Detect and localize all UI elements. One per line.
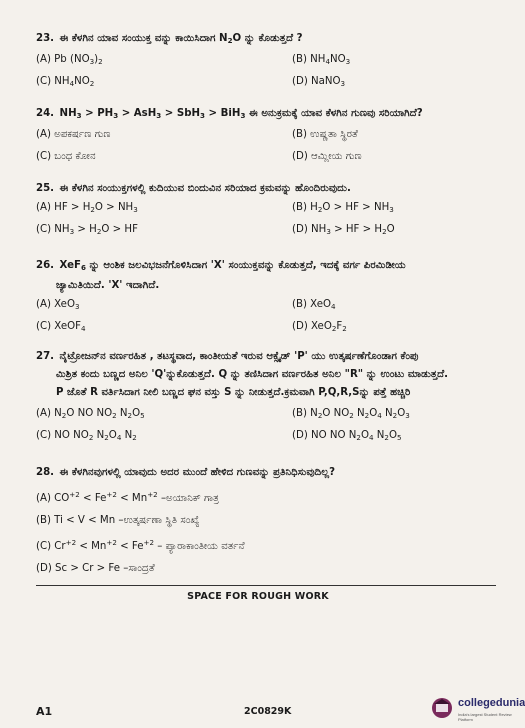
question-23: 23. ಈ ಕೆಳಗಿನ ಯಾವ ಸಂಯುಕ್ತ ವನ್ನು ಕಾಯಿಸಿದಾಗ $N_2O$ ನ್ನು ಕೊಡುತ್ತದೆ ? (A) Pb $(NO_3)_2$ (B) $NH_4NO_3$ (C) $NH_4NO_2$ (D) NaNO$_3$: [36, 33, 351, 88]
option-b[interactable]: (B) ಉಷ್ಣತಾ ಸ್ಥಿರತೆ: [292, 129, 358, 140]
question-number: 24.: [36, 108, 55, 119]
page-label: A1: [36, 705, 53, 718]
option-d[interactable]: (D) ಆಮ್ಲೀಯ ಗುಣ: [292, 151, 362, 162]
question-27: 27. ನೈಟ್ರೋಜನ್‌ನ ವರ್ಣರಹಿತ , ತಟಸ್ಥವಾದ, ಕಾಂತೀಯತೆ ಇರುವ ಆಕ್ಸೈಡ್ 'P' ಯು ಉತ್ಕರ್ಷಣೆಗೊಂಡಾಗ ಕೆಂಪು ಮಿಶ್ರಿತ ಕಂದು ಬಣ್ಣದ ಅನಿಲ 'Q'ನ್ನುಕೊಡುತ್ತದೆ. Q ನ್ನು ತಣಿಸಿದಾಗ ವರ್ಣರಹಿತ ಅನಿಲ "R" ನ್ನು ಉಂಟು ಮಾಡುತ್ತದೆ. P ಜೊತೆ R ವರ್ತಿಸಿದಾಗ ನೀಲಿ ಬಣ್ಣದ ಘನ ವಸ್ತು S ನ್ನು ನೀಡುತ್ತದೆ.ಕ್ರಮವಾಗಿ P,Q,R,Sನ್ನು ಪತ್ತೆ ಹಚ್ಚಿರಿ (A) $N_2O$ NO $NO_2$ $N_2O_5$ (B) $N_2O$ $NO_2$ $N_2O_4$ $N_2O_3$ (C) NO $NO_2$ $N_2O_4$ $N_2$ (D) NO NO $N_2O_4$ $N_2O_5$: [36, 351, 449, 442]
option-d[interactable]: (D) NaNO$_3$: [292, 76, 346, 88]
option-d[interactable]: (D) NO NO $N_2O_4$ $N_2O_5$: [292, 430, 402, 442]
question-26: 26. XeF$_6$ ನ್ನು ಆಂಶಿಕ ಜಲವಿಭಜನೆಗೊಳಿಸಿದಾಗ 'X' ಸಂಯುಕ್ತವನ್ನು ಕೊಡುತ್ತದೆ, ಇದಕ್ಕೆ ವರ್ಗ ಪಿರಮಿಡೀಯ ಜ್ಯಾಮಿತಿಯಿದೆ. 'X' ಇದಾಗಿದೆ. (A) XeO$_3$ (B) XeO$_4$ (C) XeOF$_4$ (D) $XeO_2F_2$: [36, 260, 406, 333]
question-number: 25.: [36, 183, 55, 194]
option-d[interactable]: (D) Sc > Cr > Fe –ಸಾಂದ್ರತೆ: [36, 563, 155, 574]
question-24: 24. $NH_3 > PH_3 > AsH_3 > SbH_3 > BiH_3$ ಈ ಅನುಕ್ರಮಕ್ಕೆ ಯಾವ ಕೆಳಗಿನ ಗುಣವು ಸರಿಯಾಗಿದೆ? (A) ಅಪಕರ್ಷಣ ಗುಣ (B) ಉಷ್ಣತಾ ಸ್ಥಿರತೆ (C) ಬಂಧ ಕೋನ (D) ಆಮ್ಲೀಯ ಗುಣ: [36, 108, 423, 162]
option-a[interactable]: (A) XeO$_3$: [36, 299, 80, 311]
option-a[interactable]: (A) $CO^{+2} < Fe^{+2} < Mn^{+2}$ –ಅಯಾನಿಕ್ ಗಾತ್ರ: [36, 490, 219, 504]
question-number: 23.: [36, 33, 55, 44]
option-a[interactable]: (A) HF > $H_2O > NH_3$: [36, 202, 138, 214]
option-a[interactable]: (A) $N_2O$ NO $NO_2$ $N_2O_5$: [36, 408, 145, 420]
option-d[interactable]: (D) $NH_3$ > HF > $H_2O$: [292, 224, 395, 236]
logo-name: collegedunia: [458, 697, 525, 709]
question-number: 28.: [36, 467, 55, 478]
option-c[interactable]: (C) ಬಂಧ ಕೋನ: [36, 151, 96, 162]
option-c[interactable]: (C) $NH_3 > H_2O$ > HF: [36, 224, 138, 236]
option-a[interactable]: (A) ಅಪಕರ್ಷಣ ಗುಣ: [36, 129, 111, 140]
paper-code: 2C0829K: [244, 706, 292, 717]
option-a[interactable]: (A) Pb $(NO_3)_2$: [36, 54, 103, 66]
question-25: 25. ಈ ಕೆಳಗಿನ ಸಂಯುಕ್ತಗಳಲ್ಲಿ ಕುದಿಯುವ ಬಿಂದುವಿನ ಸರಿಯಾದ ಕ್ರಮವನ್ನು ಹೊಂದಿರುವುದು. (A) HF > $H_2O > NH_3$ (B) $H_2O$ > HF > $NH_3$ (C) $NH_3 > H_2O$ > HF (D) $NH_3$ > HF > $H_2O$: [36, 183, 395, 236]
logo-tagline: India's largest Student Review Platform: [458, 712, 512, 722]
option-c[interactable]: (C) $NH_4NO_2$: [36, 76, 95, 88]
option-c[interactable]: (C) XeOF$_4$: [36, 321, 86, 333]
rough-work-label: SPACE FOR ROUGH WORK: [187, 591, 329, 602]
option-b[interactable]: (B) Ti < V < Mn –ಉತ್ಕರ್ಷಣಾ ಸ್ಥಿತಿ ಸಂಖ್ಯೆ: [36, 515, 200, 526]
option-d[interactable]: (D) $XeO_2F_2$: [292, 321, 347, 333]
question-number: 27.: [36, 351, 55, 362]
option-b[interactable]: (B) $N_2O$ $NO_2$ $N_2O_4$ $N_2O_3$: [292, 408, 410, 420]
question-number: 26.: [36, 260, 55, 271]
option-c[interactable]: (C) $Cr^{+2} < Mn^{+2} < Fe^{+2}$ – ಪ್ಯಾರಾಕಾಂತೀಯ ವರ್ತನೆ: [36, 538, 245, 552]
option-b[interactable]: (B) $H_2O$ > HF > $NH_3$: [292, 202, 394, 214]
option-c[interactable]: (C) NO $NO_2$ $N_2O_4$ $N_2$: [36, 430, 137, 442]
option-b[interactable]: (B) XeO$_4$: [292, 299, 336, 311]
divider: [36, 585, 496, 586]
option-b[interactable]: (B) $NH_4NO_3$: [292, 54, 351, 66]
question-28: 28. ಈ ಕೆಳಗಿನವುಗಳಲ್ಲಿ ಯಾವುದು ಅದರ ಮುಂದೆ ಹೇಳಿದ ಗುಣವನ್ನು ಪ್ರತಿನಿಧಿಸುವುದಿಲ್ಲ? (A) $CO^{+2} < Fe^{+2} < Mn^{+2}$ –ಅಯಾನಿಕ್ ಗಾತ್ರ (B) Ti < V < Mn –ಉತ್ಕರ್ಷಣಾ ಸ್ಥಿತಿ ಸಂಖ್ಯೆ (C) $Cr^{+2} < Mn^{+2} < Fe^{+2}$ – ಪ್ಯಾರಾಕಾಂತೀಯ ವರ್ತನೆ (D) Sc > Cr > Fe –ಸಾಂದ್ರತೆ: [36, 466, 516, 580]
